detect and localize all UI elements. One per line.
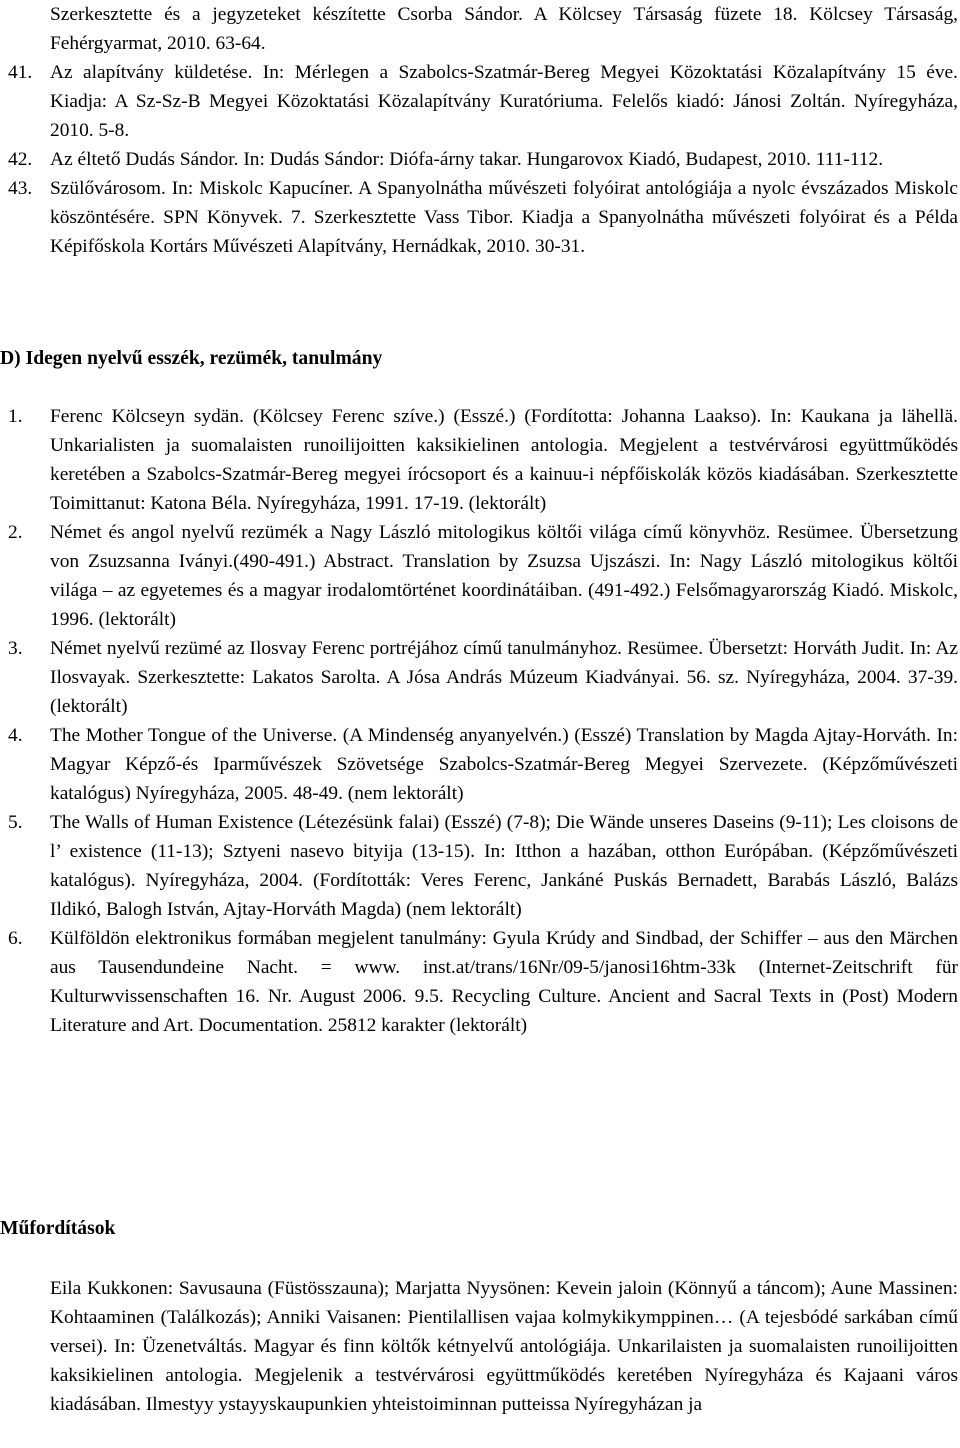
list-item-text: Ferenc Kölcseyn sydän. (Kölcsey Ferenc szíve.) (Esszé.) (Fordította: Johanna Laakso). In: Kaukana ja lähellä. Unkarialisten ja suomalaisten runoilijoitten kaksikielinen antologia. Megjelent a testvérvárosi együttműködés keretében a Szabolcs-Szatmár-Bereg megyei írócsoport és a kainuu-i népfőiskolák közös kiadásában. Szerkesztette Toimittanut: Katona Béla. Nyíregyháza, 1991. 17-19. (lektorált) (50, 406, 958, 514)
list-item-text: Az alapítvány küldetése. In: Mérlegen a Szabolcs-Szatmár-Bereg Megyei Közoktatási Közalapítvány 15 éve. Kiadja: A Sz-Sz-B Megyei Közoktatási Közalapítvány Kuratóriuma. Felelős kiadó: Jánosi Zoltán. Nyíregyháza, 2010. 5-8. (50, 62, 958, 141)
list-item-text: The Walls of Human Existence (Létezésünk falai) (Esszé) (7-8); Die Wände unseres Daseins (9-11); Les cloisons de l’ existence (11-13); Sztyeni nasevo bityija (13-15). In: Itthon a hazában, otthon Európában. (Képzőművészeti katalógus). Nyíregyháza, 2004. (Fordították: Veres Ferenc, Jankáné Puskás Bernadett, Barabás László, Balázs Ildikó, Balogh István, Ajtay-Horváth Magda) (nem lektorált) (50, 812, 958, 920)
previous-entry-continuation: Szerkesztette és a jegyzeteket készítette Csorba Sándor. A Kölcsey Társaság füzete 18. Kölcsey Társaság, Fehérgyarmat, 2010. 63-64. (50, 4, 958, 54)
list-item-number: 1. (8, 406, 23, 427)
list-item-text: Az éltető Dudás Sándor. In: Dudás Sándor: Diófa-árny takar. Hungarovox Kiadó, Budapest, 2010. 111-112. (50, 149, 884, 170)
list-item-number: 6. (8, 928, 23, 949)
list-item-text: Német és angol nyelvű rezümék a Nagy László mitologikus költői világa című könyvhöz. Resümee. Übersetzung von Zsuzsanna Iványi.(490-491.) Abstract. Translation by Zsuzsa Ujszászi. In: Nagy László mitologikus költői világa – az egyetemes és a magyar irodalomtörténet koordinátáiban. (491-492.) Felsőmagyarország Kiadó. Miskolc, 1996. (lektorált) (50, 522, 958, 630)
list-item (0, 402, 958, 518)
list-item-text: Külföldön elektronikus formában megjelent tanulmány: Gyula Krúdy and Sindbad, der Schiffer – aus den Märchen aus Tausendundeine Nacht. = www. inst.at/trans/16Nr/09-5/janosi16htm-33k (Internet-Zeitschrift für Kulturwvissenschaften 16. Nr. August 2006. 9.5. Recycling Culture. Ancient and Sacral Texts in (Post) Modern Literature and Art. Documentation. 25812 karakter (lektorált) (50, 928, 958, 1036)
list-item (0, 721, 958, 808)
list-item (0, 145, 958, 174)
list-item (0, 634, 958, 721)
list-item-number: 41. (8, 62, 33, 83)
foreign-language-essays-list (0, 402, 958, 1040)
list-item-text: Szülővárosom. In: Miskolc Kapucíner. A Spanyolnátha művészeti folyóirat antológiája a nyolc évszázados Miskolc köszöntésére. SPN Könyvek. 7. Szerkesztette Vass Tibor. Kiadja a Spanyolnátha művészeti folyóirat és a Példa Képifőskola Kortárs Művészeti Alapítvány, Hernádkak, 2010. 30-31. (50, 178, 958, 257)
bibliography-list-part-c (0, 0, 958, 261)
list-item (0, 174, 958, 261)
section-d-heading: D) Idegen nyelvű esszék, rezümék, tanulmány (0, 348, 383, 369)
list-item-number: 5. (8, 812, 23, 833)
list-item-number: 3. (8, 638, 23, 659)
translations-section (0, 1274, 958, 1419)
list-item (0, 924, 958, 1040)
list-item-text: Német nyelvű rezümé az Ilosvay Ferenc portréjához című tanulmányhoz. Resümee. Übersetzt: Horváth Judit. In: Az Ilosvayak. Szerkesztette: Lakatos Sarolta. A Jósa András Múzeum Kiadványai. 56. sz. Nyíregyháza, 2004. 37-39. (lektorált) (50, 638, 958, 717)
list-item-number: 4. (8, 725, 23, 746)
list-item-number: 42. (8, 149, 33, 170)
list-item (0, 808, 958, 924)
list-item (0, 58, 958, 145)
list-item-number: 2. (8, 522, 23, 543)
list-item (0, 518, 958, 634)
list-item-number: 43. (8, 178, 33, 199)
list-item-text: The Mother Tongue of the Universe. (A Mindenség anyanyelvén.) (Esszé) Translation by Magda Ajtay-Horváth. In: Magyar Képző-és Iparművészek Szövetsége Szabolcs-Szatmár-Bereg Megyei Szervezete. (Képzőművészeti katalógus) Nyíregyháza, 2005. 48-49. (nem lektorált) (50, 725, 958, 804)
translations-heading: Műfordítások (0, 1218, 116, 1239)
translations-paragraph: Eila Kukkonen: Savusauna (Füstösszauna); Marjatta Nyysönen: Kevein jaloin (Könnyű a táncom); Aune Massinen: Kohtaaminen (Találkozás); Anniki Vaisanen: Pientilallisen vajaa kolmykikymppinen… (A tejesbódé sarkában című versei). In: Üzenetváltás. Magyar és finn költők kétnyelvű antológiája. Unkarilaisten ja suomalaisten runoilijoitten kaksikielinen antologia. Megjelenik a testvérvárosi együttműködés keretében Nyíregyháza és Kajaani város kiadásában. Ilmestyy ystayyskaupunkien yhteistoiminnan putteissa Nyíregyházan ja (50, 1278, 958, 1415)
